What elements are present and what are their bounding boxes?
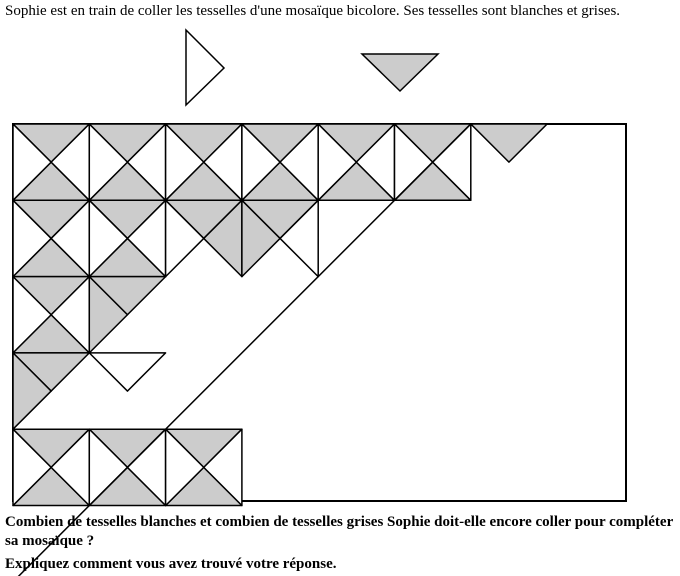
placed-tiles — [13, 124, 547, 576]
explain-text: Expliquez comment vous avez trouvé votre réponse. — [5, 556, 337, 572]
sample-gray-tile — [362, 54, 438, 91]
white-tile — [89, 353, 165, 391]
gray-tile — [471, 124, 547, 162]
sample-white-tile — [186, 30, 224, 105]
question-text: Combien de tesselles blanches et combien de tesselles grises Sophie doit-elle encore coller pour compléter sa mosaïque ? — [5, 514, 673, 549]
intro-text: Sophie est en train de coller les tesselles d'une mosaïque bicolore. Ses tesselles sont blanches et grises. — [5, 3, 621, 19]
